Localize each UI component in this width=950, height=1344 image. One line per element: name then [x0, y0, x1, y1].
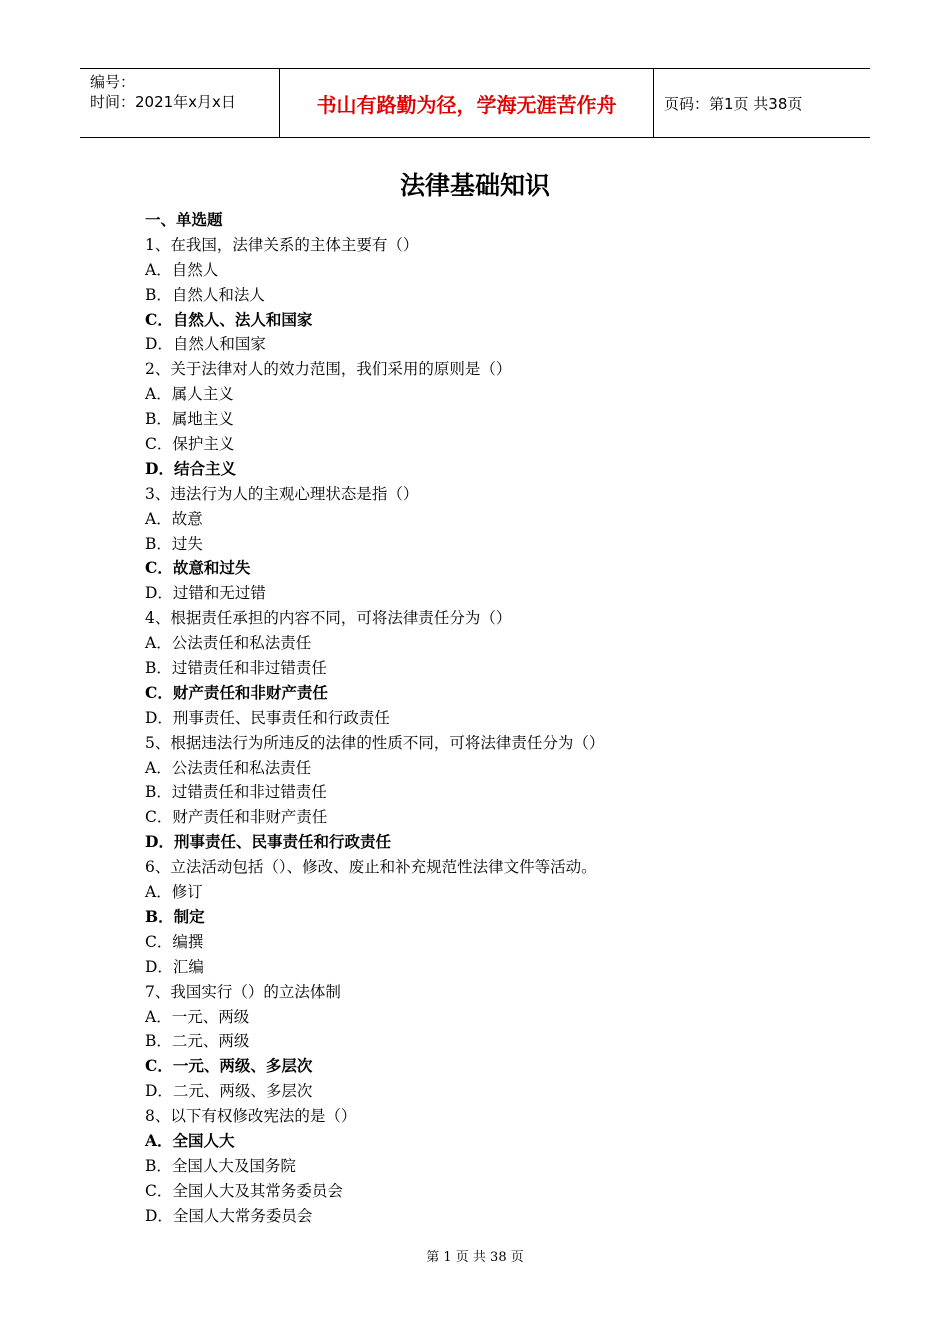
header-page-info: 页码：第1页 共38页 [664, 94, 803, 113]
answer-option: A．故意 [145, 509, 203, 528]
question-stem: 7、我国实行（）的立法体制 [145, 982, 341, 1001]
answer-option: B．制定 [145, 906, 205, 926]
answer-option: A．一元、两级 [145, 1007, 250, 1026]
answer-option: D．全国人大常务委员会 [145, 1206, 313, 1225]
question-stem: 8、以下有权修改宪法的是（） [145, 1107, 357, 1126]
answer-option: D．自然人和国家 [145, 335, 266, 354]
answer-option: B．过错责任和非过错责任 [145, 783, 327, 802]
header-motto: 书山有路勤为径，学海无涯苦作舟 [280, 69, 654, 137]
answer-option: A．公法责任和私法责任 [145, 758, 312, 777]
answer-option: C．一元、两级、多层次 [145, 1056, 313, 1076]
answer-option: B．过失 [145, 534, 203, 553]
answer-option: C．自然人、法人和国家 [145, 309, 313, 329]
question-stem: 2、关于法律对人的效力范围，我们采用的原则是（） [145, 360, 512, 379]
answer-option: A．公法责任和私法责任 [145, 634, 312, 653]
answer-option: C．故意和过失 [145, 558, 251, 578]
answer-option: A．属人主义 [145, 385, 234, 404]
answer-option: B．自然人和法人 [145, 285, 265, 304]
answer-option: B．全国人大及国务院 [145, 1156, 296, 1175]
answer-option: B．过错责任和非过错责任 [145, 659, 327, 678]
question-stem: 4、根据责任承担的内容不同，可将法律责任分为（） [145, 609, 512, 628]
answer-option: C．财产责任和非财产责任 [145, 808, 328, 827]
question-list [145, 208, 604, 1229]
answer-option: D．汇编 [145, 957, 204, 976]
answer-option: C．保护主义 [145, 435, 235, 454]
answer-option: D．刑事责任、民事责任和行政责任 [145, 708, 390, 727]
answer-option: B．二元、两级 [145, 1032, 250, 1051]
section-heading: 一、单选题 [145, 210, 223, 229]
question-stem: 3、违法行为人的主观心理状态是指（） [145, 484, 419, 503]
answer-option: C．财产责任和非财产责任 [145, 682, 328, 702]
answer-option: A．自然人 [145, 260, 219, 279]
answer-option: D．刑事责任、民事责任和行政责任 [145, 832, 391, 852]
answer-option: C．全国人大及其常务委员会 [145, 1181, 343, 1200]
page-footer: 第 1 页 共 38 页 [426, 1250, 524, 1265]
answer-option: D．过错和无过错 [145, 584, 266, 603]
document-title: 法律基础知识 [399, 171, 550, 200]
document-number-label: 编号： [90, 73, 136, 91]
answer-option: A．修订 [145, 883, 203, 902]
answer-option: C．编撰 [145, 932, 204, 951]
answer-option: D．二元、两级、多层次 [145, 1082, 313, 1101]
question-stem: 1、在我国，法律关系的主体主要有（） [145, 235, 419, 254]
answer-option: A．全国人大 [145, 1130, 235, 1150]
page-header [80, 68, 870, 138]
answer-option: B．属地主义 [145, 410, 234, 429]
document-time-label: 时间：2021年x月x日 [90, 93, 236, 111]
answer-option: D．结合主义 [145, 458, 236, 478]
question-stem: 5、根据违法行为所违反的法律的性质不同，可将法律责任分为（） [145, 733, 605, 752]
header-meta [80, 69, 280, 137]
question-stem: 6、立法活动包括（）、修改、废止和补充规范性法律文件等活动。 [145, 858, 597, 877]
